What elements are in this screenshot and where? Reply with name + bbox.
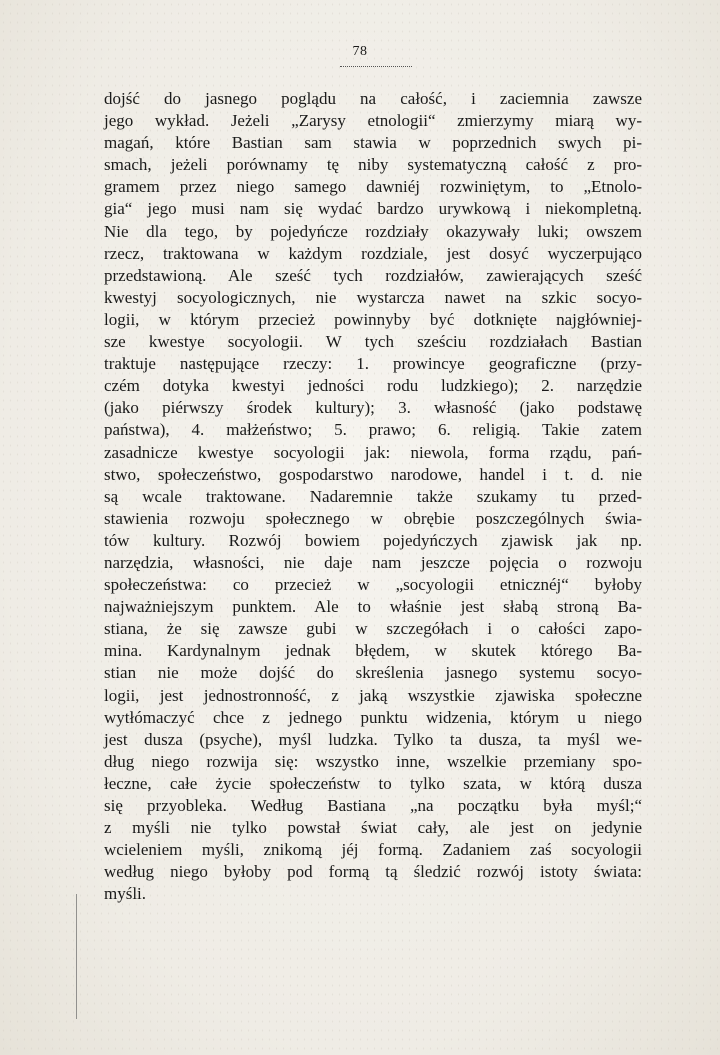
text-line: rzecz, traktowana w każdym rozdziale, jest dosyć wyczerpująco: [104, 243, 642, 263]
text-line: według niego byłoby pod formą tą śledzić rozwój istoty świata:: [104, 862, 642, 882]
text-line: smach, jeżeli porównamy tę niby systematyczną całość z pro-: [104, 155, 642, 175]
text-line: Nie dla tego, by pojedyńcze rozdziały okazywały luki; owszem: [104, 221, 642, 241]
text-line: traktuje następujące rzeczy: 1. prowincye geograficzne (przy-: [104, 354, 642, 374]
text-line: sze kwestye socyologii. W tych sześciu rozdziałach Bastian: [104, 332, 642, 352]
text-line: dojść do jasnego poglądu na całość, i zaciemnia zawsze: [104, 89, 642, 108]
text-line: społeczeństwa: co przecież w „socyologii etnicznéj“ byłoby: [104, 575, 642, 595]
page-number: 78: [352, 44, 368, 59]
header-rule: [340, 66, 412, 67]
text-line: jego wykład. Jeżeli „Zarysy etnologii“ zmierzymy miarą wy-: [104, 111, 642, 131]
text-line: (jako piérwszy środek kultury); 3. własność (jako podstawę: [104, 398, 642, 418]
text-line: się przyobleka. Według Bastiana „na początku była myśl;“: [104, 796, 642, 815]
text-line: zasadnicze kwestye socyologii jak: niewola, forma rządu, pań-: [104, 442, 642, 462]
text-line: logii, w którym przecież powinnyby być dotknięte najgłówniej-: [104, 309, 642, 329]
text-line: z myśli nie tylko powstał świat cały, ale jest on jedynie: [104, 818, 642, 838]
text-line: narzędzia, własności, nie daje nam jeszcze pojęcia o rozwoju: [104, 552, 642, 572]
text-line: państwa), 4. małżeństwo; 5. prawo; 6. religią. Takie zatem: [104, 420, 642, 440]
text-line: gramem przez niego samego dawniéj rozwiniętym, to „Etnolo-: [104, 177, 642, 197]
text-line: gia“ jego musi nam się wydać bardzo urywkową i niekompletną.: [104, 199, 642, 219]
margin-pencil-mark: [76, 894, 77, 1019]
text-line: czém dotyka kwestyi jedności rodu ludzkiego); 2. narzędzie: [104, 376, 642, 396]
text-line: przedstawioną. Ale sześć tych rozdziałów, zawierających sześć: [104, 265, 642, 285]
text-line: stiana, że się zawsze gubi w szczegółach i o całości zapo-: [104, 619, 642, 639]
text-line: mina. Kardynalnym jednak błędem, w skutek którego Ba-: [104, 641, 642, 661]
text-line: najważniejszym punktem. Ale to właśnie jest słabą stroną Ba-: [104, 597, 642, 617]
text-line: wcieleniem myśli, znikomą jéj formą. Zadaniem zaś socyologii: [104, 840, 642, 860]
text-line: myśli.: [104, 884, 147, 904]
text-line: są wcale traktowane. Nadaremnie także szukamy tu przed-: [104, 486, 642, 506]
text-line: dług niego rozwija się: wszystko inne, wszelkie przemiany spo-: [104, 751, 642, 771]
text-line: kwestyj socyologicznych, nie wystarcza nawet na szkic socyo-: [104, 287, 642, 307]
body-text: [104, 88, 642, 905]
text-line: łeczne, całe życie społeczeństw to tylko szata, w którą dusza: [104, 773, 642, 793]
text-line: jest dusza (psyche), myśl ludzka. Tylko ta dusza, ta myśl we-: [104, 729, 642, 749]
text-line: stian nie może dojść do skreślenia jasnego systemu socyo-: [104, 663, 642, 683]
text-line: tów kultury. Rozwój bowiem pojedyńczych zjawisk jak np.: [104, 530, 642, 550]
text-line: wytłómaczyć chce z jednego punktu widzenia, którym u niego: [104, 707, 642, 727]
text-line: magań, które Bastian sam stawia w poprzednich swych pi-: [104, 133, 642, 153]
text-line: stwo, społeczeństwo, gospodarstwo narodowe, handel i t. d. nie: [104, 464, 642, 484]
text-line: stawienia rozwoju społecznego w obrębie poszczególnych świa-: [104, 508, 642, 528]
text-line: logii, jest jednostronność, z jaką wszystkie zjawiska społeczne: [104, 685, 642, 705]
